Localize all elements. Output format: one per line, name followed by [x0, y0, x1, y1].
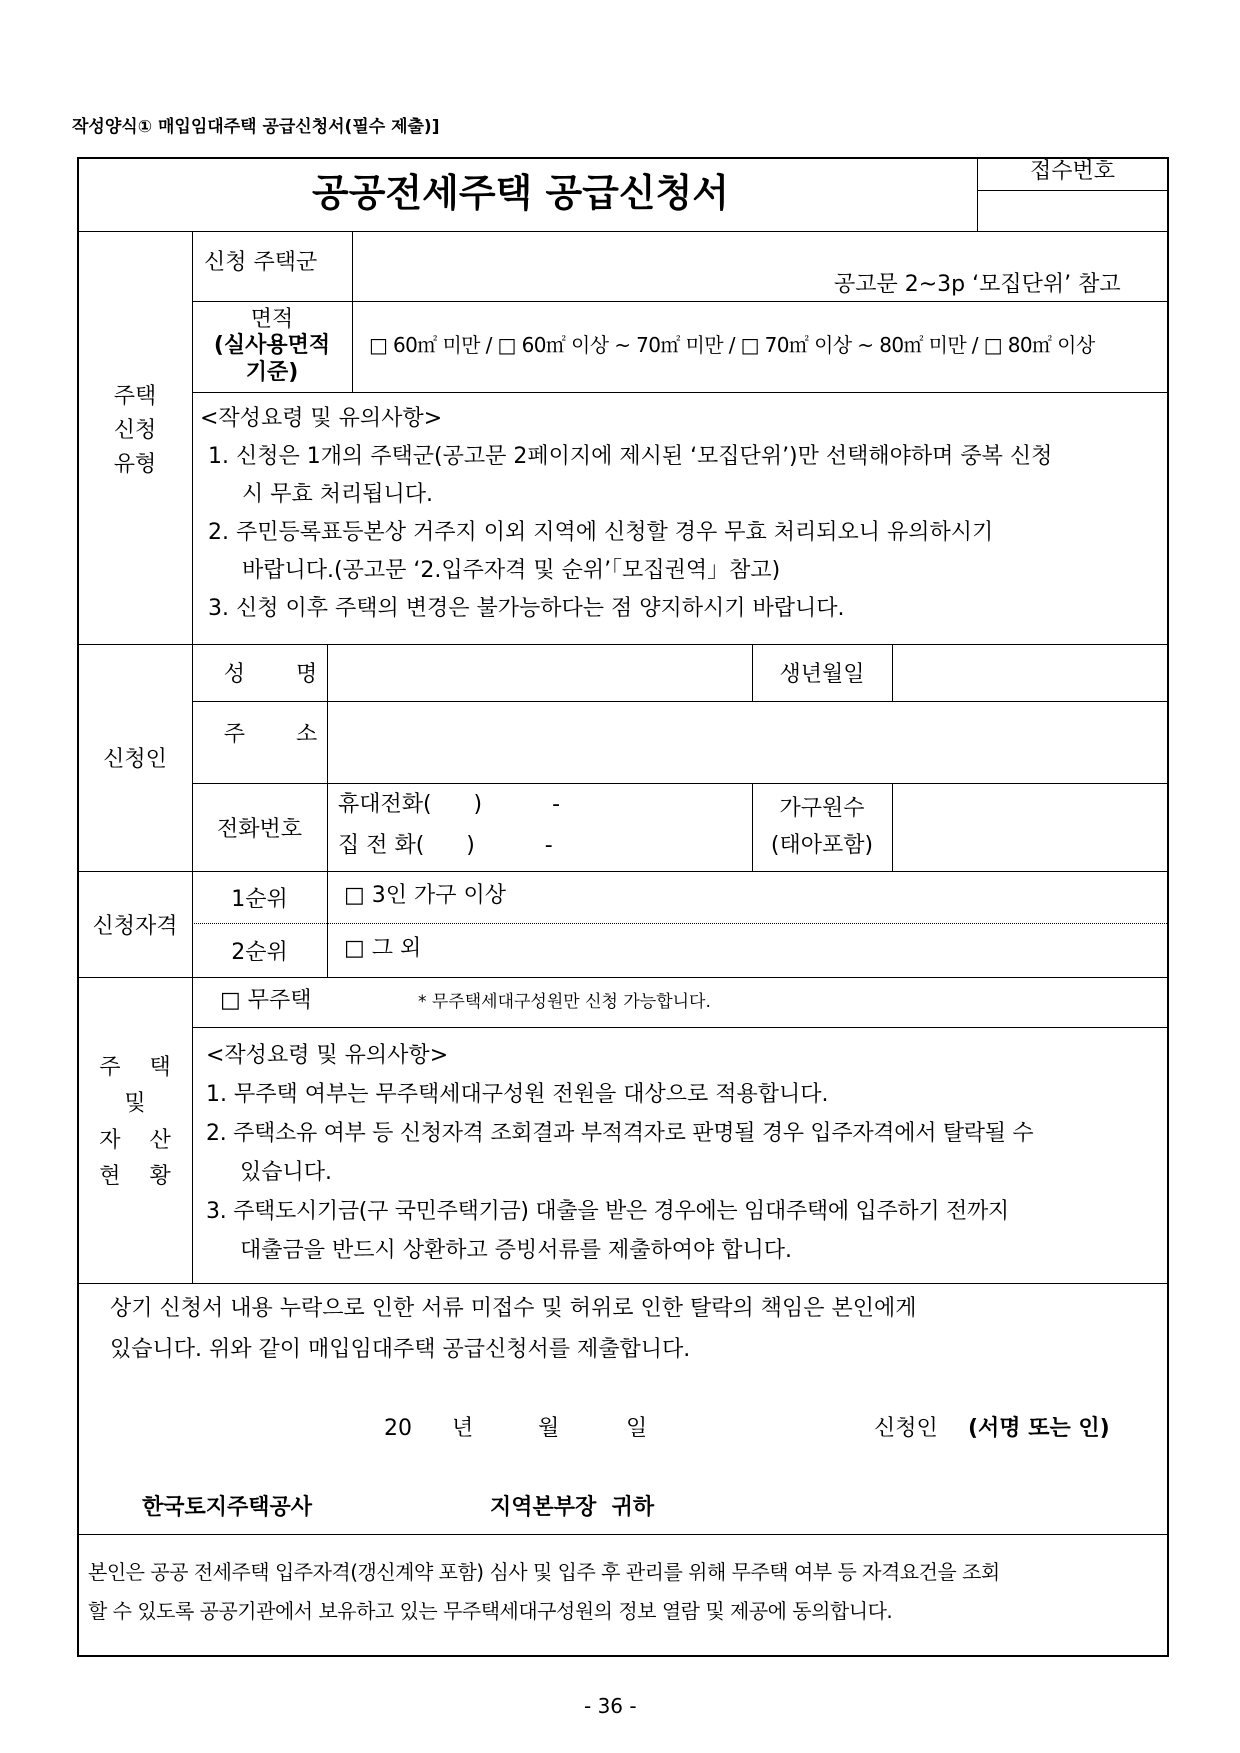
address-label: 주 소: [223, 721, 340, 747]
consent-line1: 본인은 공공 전세주택 입주자격(갱신계약 포함) 심사 및 입주 후 관리를 위해 무주택 여부 등 자격요건을 조회: [88, 1560, 1000, 1584]
recipient: 지역본부장 귀하: [490, 1495, 655, 1520]
declaration-line2: 있습니다. 위와 같이 매입임대주택 공급신청서를 제출합니다.: [110, 1337, 691, 1362]
dotted-divider: [192, 923, 1169, 924]
date-month-label: 월: [538, 1416, 560, 1441]
declaration-line1: 상기 신청서 내용 누락으로 인한 서류 미접수 및 허위로 인한 탈락의 책임은 본인에게: [110, 1296, 917, 1321]
rank1-label: 1순위: [231, 886, 288, 912]
note-3-cont: 대출금을 반드시 상환하고 증빙서류를 제출하여야 합니다.: [240, 1238, 793, 1263]
assets-section-label: 주 택 및 자 산 현 황: [99, 1055, 171, 1189]
note-1: 1. 무주택 여부는 무주택세대구성원 전원을 대상으로 적용합니다.: [206, 1082, 829, 1107]
signer-label: 신청인: [874, 1416, 938, 1441]
note-2: 2. 주민등록표등본상 거주지 이외 지역에 신청할 경우 무효 처리되오니 유의하시기: [208, 520, 994, 545]
area-label-line1: 면적: [250, 306, 294, 332]
birth-date-label: 생년월일: [779, 662, 865, 687]
qualification-section-label: 신청자격: [92, 913, 178, 939]
form-tag: 작성양식① 매입임대주택 공급신청서(필수 제출)]: [72, 117, 440, 137]
household-size-field[interactable]: [893, 784, 1167, 870]
note-3: 3. 주택도시기금(구 국민주택기금) 대출을 받은 경우에는 임대주택에 입주하기 전까지: [206, 1199, 1009, 1224]
assets-notes: [206, 1036, 1166, 1270]
name-field[interactable]: [328, 645, 751, 700]
area-label-line3: 기준): [245, 359, 299, 385]
note-2: 2. 주택소유 여부 등 신청자격 조회결과 부적격자로 판명될 경우 입주자격에서 탈락될 수: [206, 1121, 1034, 1146]
notes-header: <작성요령 및 유의사항>: [200, 406, 443, 431]
rank2-option[interactable]: □ 그 외: [344, 936, 422, 961]
consent-line2: 할 수 있도록 공공기관에서 보유하고 있는 무주택세대구성원의 정보 열람 및 제공에 동의합니다.: [88, 1599, 893, 1623]
applicant-section-label: 신청인: [103, 747, 167, 772]
note-1: 1. 신청은 1개의 주택군(공고문 2페이지에 제시된 ‘모집단위’)만 선택해야하며 중복 신청: [208, 444, 1053, 469]
housing-group-note: 공고문 2~3p ‘모집단위’ 참고: [834, 272, 1121, 297]
area-options[interactable]: □ 60㎡ 미만 / □ 60㎡ 이상 ~ 70㎡ 미만 / □ 70㎡ 이상 ~ 80㎡ 미만 / □ 80㎡ 이상: [369, 333, 1095, 357]
mobile-phone-field[interactable]: 휴대전화( ) -: [338, 792, 561, 817]
divider: [77, 977, 1169, 978]
area-label-line2: (실사용면적: [213, 333, 331, 359]
household-size-label-line2: (태아포함): [770, 833, 874, 858]
date-century: 20: [384, 1416, 412, 1441]
date-year-label: 년: [452, 1416, 474, 1441]
note-1-cont: 시 무효 처리됩니다.: [242, 482, 433, 507]
date-year-field[interactable]: [414, 1414, 450, 1442]
form-title: 공공전세주택 공급신청서: [312, 171, 730, 215]
receipt-number-label: 접수번호: [1030, 159, 1116, 184]
receipt-number-field[interactable]: [978, 191, 1167, 230]
housing-type-section-label: 주택 신청 유형: [113, 384, 157, 478]
address-field[interactable]: [328, 702, 1167, 782]
rank1-option[interactable]: □ 3인 가구 이상: [344, 883, 507, 908]
no-house-option[interactable]: □ 무주택: [220, 988, 312, 1013]
page-number: - 36 -: [584, 1694, 637, 1718]
divider: [192, 1027, 1169, 1028]
household-size-label-line1: 가구원수: [779, 795, 865, 821]
divider: [192, 392, 1169, 393]
phone-label: 전화번호: [216, 816, 302, 842]
housing-group-label: 신청 주택군: [204, 250, 318, 275]
date-day-label: 일: [626, 1416, 648, 1441]
name-label: 성 명: [223, 662, 340, 687]
no-house-note: * 무주택세대구성원만 신청 가능합니다.: [418, 992, 711, 1012]
birth-date-field[interactable]: [893, 645, 1167, 700]
note-3: 3. 신청 이후 주택의 변경은 불가능하다는 점 양지하시기 바랍니다.: [208, 596, 845, 621]
rank2-label: 2순위: [231, 939, 288, 965]
divider: [77, 1534, 1169, 1535]
home-phone-field[interactable]: 집 전 화( ) -: [338, 833, 553, 858]
notes-header: <작성요령 및 유의사항>: [206, 1043, 449, 1068]
housing-notes: [200, 400, 1165, 628]
corporation-name: 한국토지주택공사: [142, 1495, 313, 1520]
note-2-cont: 바랍니다.(공고문 ‘2.입주자격 및 순위’「모집권역」참고): [242, 558, 781, 583]
area-label: [193, 302, 351, 391]
note-2-cont: 있습니다.: [240, 1160, 333, 1185]
household-size-label: [753, 784, 891, 870]
date-day-field[interactable]: [566, 1414, 622, 1442]
divider: [77, 1283, 1169, 1284]
date-month-field[interactable]: [480, 1414, 536, 1442]
signature-field[interactable]: (서명 또는 인): [968, 1416, 1110, 1441]
